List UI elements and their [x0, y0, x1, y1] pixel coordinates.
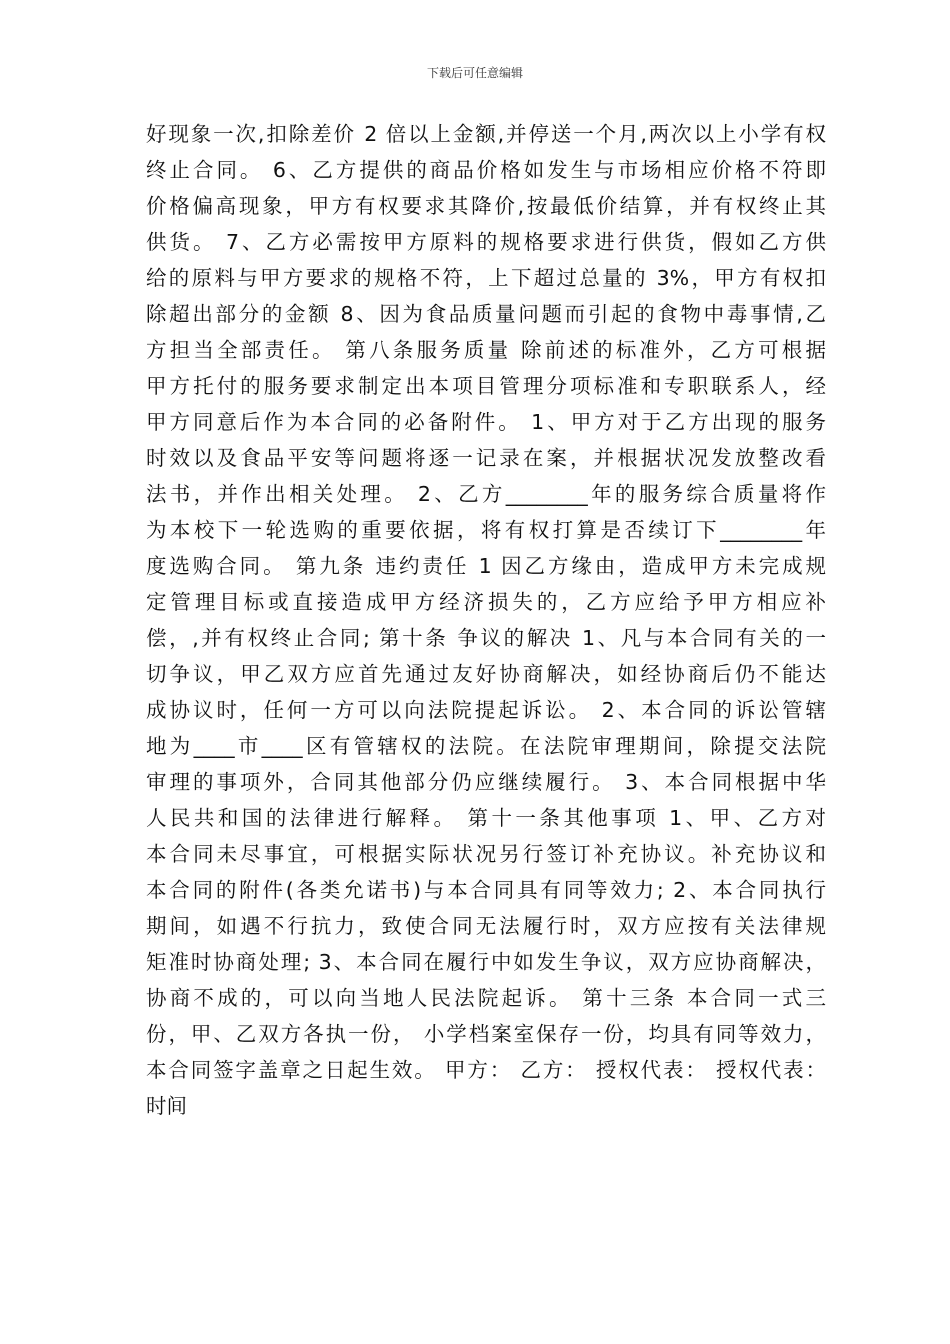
text-line: 协商不成的，可以向当地人民法院起诉。 第十三条 本合同一式三 — [146, 986, 826, 1010]
text-line: 时效以及食品平安等问题将逐一记录在案，并根据状况发放整改看 — [146, 446, 826, 470]
text-line: 本合同未尽事宜，可根据实际状况另行签订补充协议。补充协议和 — [146, 842, 826, 866]
text-line: 切争议，甲乙双方应首先通过友好协商解决，如经协商后仍不能达 — [146, 662, 826, 686]
text-line: 本合同签字盖章之日起生效。 甲方： 乙方： 授权代表： 授权代表： — [146, 1058, 826, 1082]
text-line: 期间，如遇不行抗力，致使合同无法履行时，双方应按有关法律规 — [146, 914, 826, 938]
text-line: 审理的事项外，合同其他部分仍应继续履行。 3、本合同根据中华 — [146, 770, 826, 794]
text-line: 终止合同。 6、乙方提供的商品价格如发生与市场相应价格不符即 — [146, 158, 826, 182]
text-line: 矩准时协商处理; 3、本合同在履行中如发生争议，双方应协商解决， — [146, 950, 826, 974]
text-line: 偿，,并有权终止合同; 第十条 争议的解决 1、凡与本合同有关的一 — [146, 626, 826, 650]
text-line: 法书，并作出相关处理。 2、乙方________年的服务综合质量将作 — [146, 482, 826, 506]
text-line: 为本校下一轮选购的重要依据，将有权打算是否续订下________年 — [146, 518, 826, 542]
text-line: 甲方托付的服务要求制定出本项目管理分项标准和专职联系人，经 — [146, 374, 826, 398]
text-line: 成协议时，任何一方可以向法院提起诉讼。 2、本合同的诉讼管辖 — [146, 698, 826, 722]
text-line: 价格偏高现象，甲方有权要求其降价,按最低价结算，并有权终止其 — [146, 194, 826, 218]
text-line: 度选购合同。 第九条 违约责任 1 因乙方缘由，造成甲方未完成规 — [146, 554, 826, 578]
text-line: 时间 — [146, 1094, 187, 1118]
text-line: 供货。 7、乙方必需按甲方原料的规格要求进行供货，假如乙方供 — [146, 230, 826, 254]
page-header: 下载后可任意编辑 — [426, 66, 523, 80]
text-line: 定管理目标或直接造成甲方经济损失的，乙方应给予甲方相应补 — [146, 590, 826, 614]
document-body — [146, 116, 826, 1124]
text-line: 甲方同意后作为本合同的必备附件。 1、甲方对于乙方出现的服务 — [146, 410, 826, 434]
text-line: 方担当全部责任。 第八条服务质量 除前述的标准外，乙方可根据 — [146, 338, 826, 362]
text-line: 人民共和国的法律进行解释。 第十一条其他事项 1、甲、乙方对 — [146, 806, 826, 830]
text-line: 给的原料与甲方要求的规格不符，上下超过总量的 3%，甲方有权扣 — [146, 266, 826, 290]
text-line: 好现象一次,扣除差价 2 倍以上金额,并停送一个月,两次以上小学有权 — [146, 122, 826, 146]
text-line: 本合同的附件(各类允诺书)与本合同具有同等效力; 2、本合同执行 — [146, 878, 826, 902]
text-line: 份，甲、乙双方各执一份， 小学档案室保存一份，均具有同等效力， — [146, 1022, 826, 1046]
text-line: 地为____市____区有管辖权的法院。在法院审理期间，除提交法院 — [146, 734, 826, 758]
text-line: 除超出部分的金额 8、因为食品质量问题而引起的食物中毒事情,乙 — [146, 302, 826, 326]
